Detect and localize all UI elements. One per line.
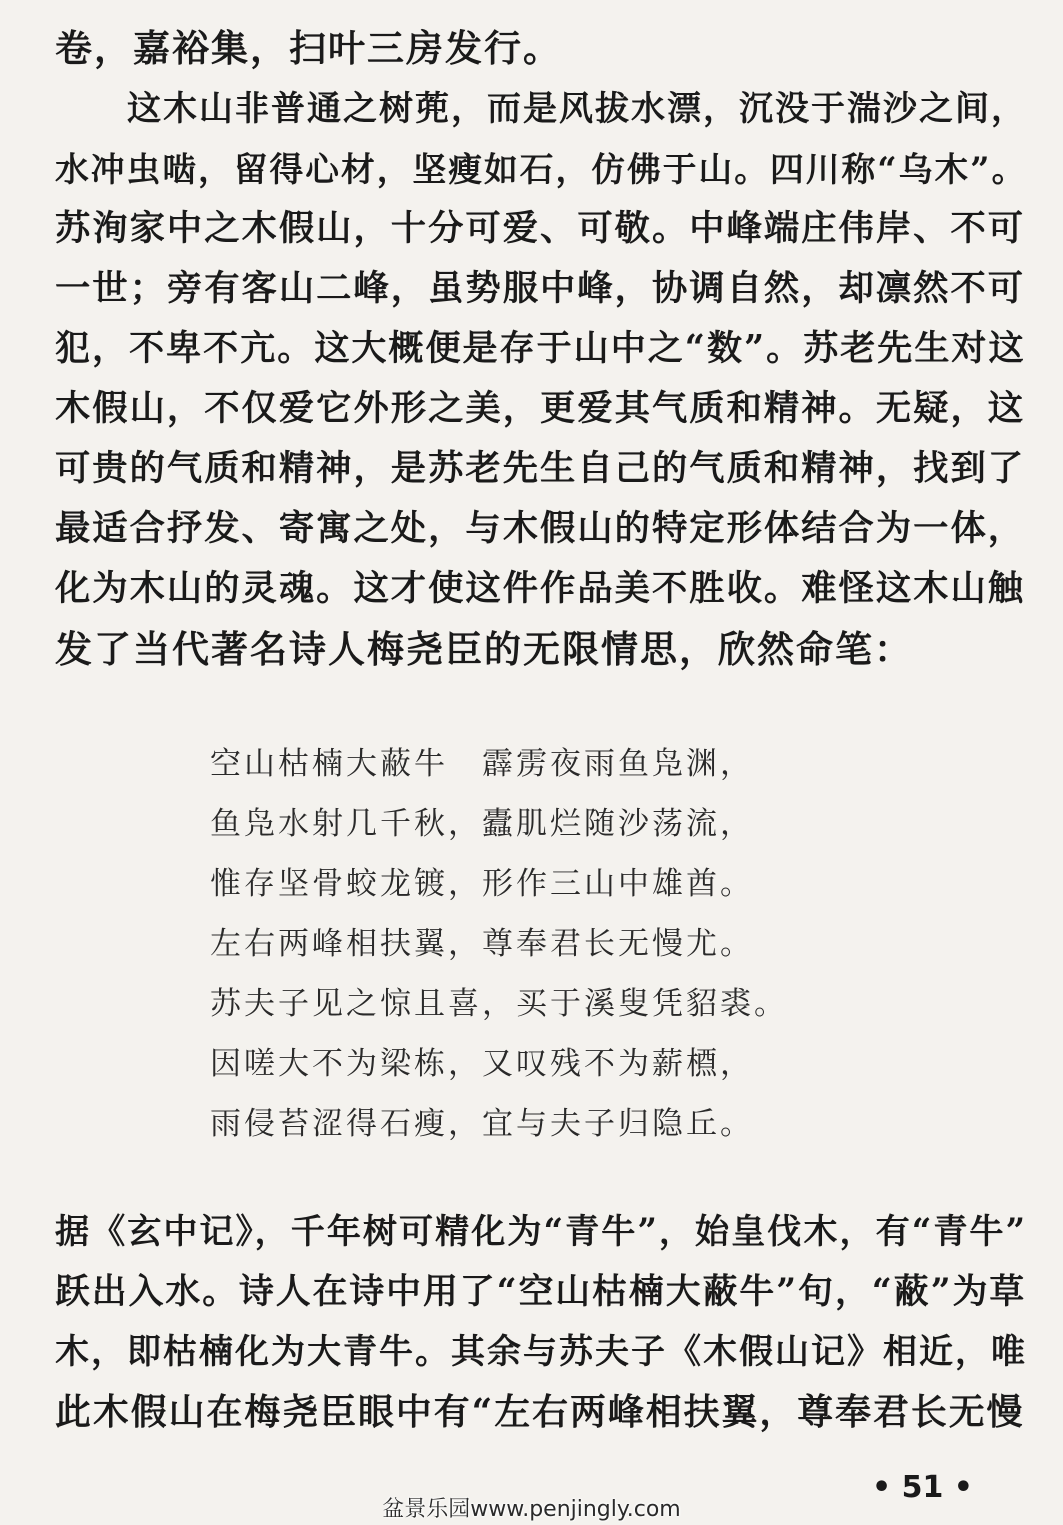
body-line-3: 水冲虫啮，留得心材，坚瘦如石，仿佛于山。四川称“乌木”。 bbox=[55, 149, 1028, 189]
body-line-14: 木，即枯楠化为大青牛。其余与苏夫子《木假山记》相近，唯 bbox=[55, 1332, 1027, 1372]
page-number: • 51 • bbox=[872, 1470, 973, 1505]
body-line-2: 这木山非普通之树蔸，而是风拔水漂，沉没于湍沙之间， bbox=[55, 89, 1027, 129]
body-line-12: 据《玄中记》，千年树可精化为“青牛”，始皇伐木，有“青牛” bbox=[55, 1212, 1028, 1252]
poem-line-3: 惟存坚骨蛟龙镀，形作三山中雄酋。 bbox=[210, 866, 754, 902]
body-line-13: 跃出入水。诗人在诗中用了“空山枯楠大蔽牛”句，“蔽”为草 bbox=[55, 1271, 1027, 1312]
body-line-7: 木假山，不仅爱它外形之美，更爱其气质和精神。无疑，这 bbox=[55, 388, 1026, 429]
poem-line-6: 因嗟大不为梁栋，又叹残不为薪槱， bbox=[210, 1046, 754, 1082]
body-line-8: 可贵的气质和精神，是苏老先生自己的气质和精神，找到了 bbox=[55, 448, 1026, 489]
body-line-5: 一世；旁有客山二峰，虽势服中峰，协调自然，却凛然不可 bbox=[55, 268, 1026, 309]
body-line-1: 卷，嘉裕集，扫叶三房发行。 bbox=[55, 26, 562, 70]
body-line-9: 最适合抒发、寄寓之处，与木假山的特定形体结合为一体， bbox=[55, 508, 1026, 549]
body-line-4: 苏洵家中之木假山，十分可爱、可敬。中峰端庄伟岸、不可 bbox=[55, 208, 1026, 249]
site-watermark: 盆景乐园www.penjingly.com bbox=[382, 1497, 681, 1522]
poem-line-1: 空山枯楠大蔽牛 霹雳夜雨鱼凫渊， bbox=[210, 746, 754, 782]
body-line-15: 此木假山在梅尧臣眼中有“左右两峰相扶翼，尊奉君长无慢 bbox=[55, 1391, 1025, 1433]
poem-line-4: 左右两峰相扶翼，尊奉君长无慢尤。 bbox=[210, 926, 754, 962]
body-line-11: 发了当代著名诗人梅尧臣的无限情思，欣然命笔： bbox=[55, 627, 913, 671]
poem-line-5: 苏夫子见之惊且喜，买于溪叟凭貂裘。 bbox=[210, 986, 788, 1022]
poem-line-2: 鱼凫水射几千秋，蠹肌烂随沙荡流， bbox=[210, 806, 754, 842]
body-line-6: 犯，不卑不亢。这大概便是存于山中之“数”。苏老先生对这 bbox=[55, 328, 1026, 369]
body-line-10: 化为木山的灵魂。这才使这件作品美不胜收。难怪这木山触 bbox=[55, 568, 1026, 609]
poem-line-7: 雨侵苔涩得石瘦，宜与夫子归隐丘。 bbox=[210, 1106, 754, 1142]
